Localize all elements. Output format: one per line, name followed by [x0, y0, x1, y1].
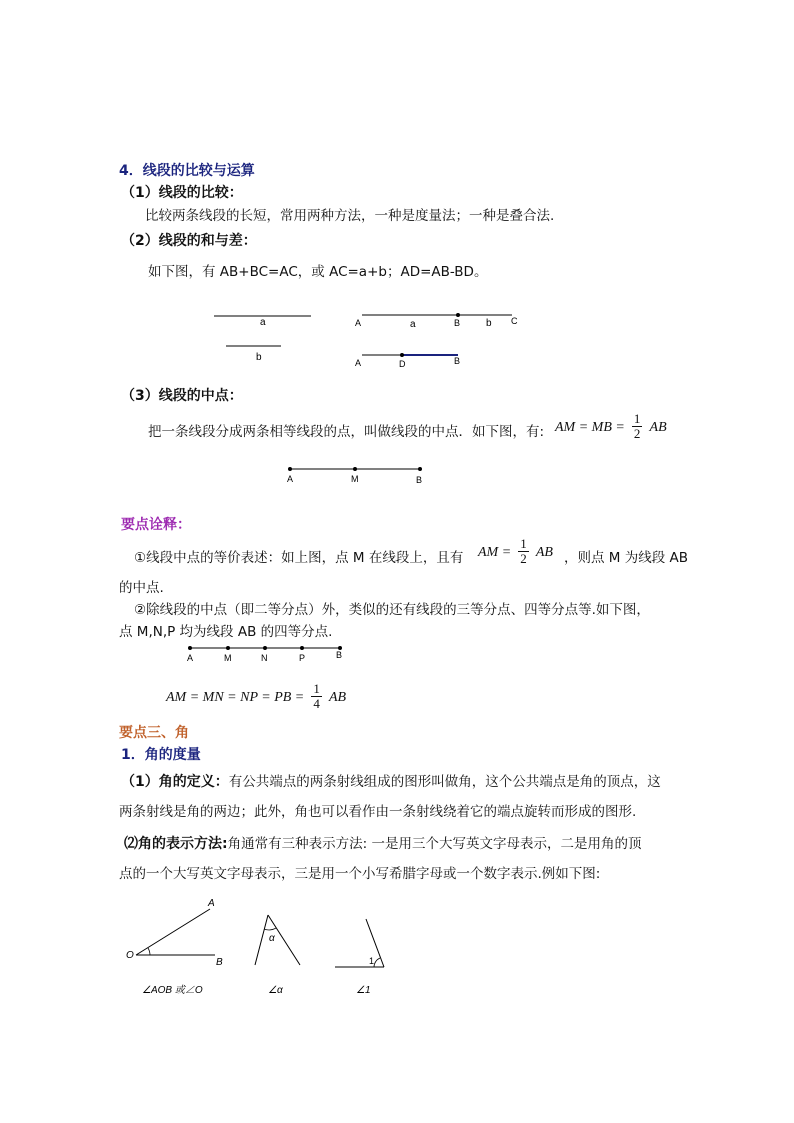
note-formula: AM = $\frac{1}{2}$ AB [478, 536, 553, 566]
paragraph: ⑵角的表示方法:角通常有三种表示方法: 一是用三个大写英文字母表示，二是用角的顶 [124, 836, 642, 852]
point-A: A [208, 898, 215, 909]
point-B: B [216, 957, 223, 968]
section-title: 4．线段的比较与运算 [119, 163, 255, 179]
label-alpha: α [269, 933, 275, 944]
quarter-formula: AM = MN = NP = PB = $\frac{1}{4}$ AB [166, 681, 347, 711]
section-title: 要点三、角 [119, 725, 189, 741]
fraction: $\frac{1}{2}$ [633, 411, 641, 441]
note-line: ②除线段的中点（即二等分点）外，类似的还有线段的三等分点、四等分点等.如下图， [134, 602, 650, 618]
point-P: P [299, 653, 306, 663]
midpoint-figure [280, 460, 440, 490]
point-B: B [454, 318, 461, 328]
paragraph: 点的一个大写英文字母表示，三是用一个小写希腊字母或一个数字表示.例如下图: [119, 866, 601, 882]
note-line: ，则点 M 为线段 AB [564, 550, 689, 566]
fraction: $\frac{1}{2}$ [520, 536, 527, 566]
point-B2: B [454, 356, 461, 366]
label-one: 1 [369, 956, 375, 966]
subsection-title: （1）线段的比较： [121, 185, 243, 201]
note-line: 的中点. [119, 580, 164, 596]
caption-alpha: ∠α [268, 985, 283, 996]
fraction: $\frac{1}{4}$ [313, 681, 320, 711]
point-A2: A [355, 358, 362, 368]
quarter-points-figure [180, 642, 355, 666]
caption-one: ∠1 [356, 985, 371, 996]
point-B: B [416, 475, 423, 485]
subsection-title: （2）线段的和与差： [121, 233, 257, 249]
point-M: M [351, 474, 359, 484]
point-O: O [126, 950, 134, 961]
point-B: B [336, 650, 343, 660]
paragraph: （1）角的定义：有公共端点的两条射线组成的图形叫做角，这个公共端点是角的顶点，这 [121, 774, 661, 790]
angle-notation-figure [120, 895, 400, 1000]
label-b: b [256, 352, 262, 363]
point-M: M [224, 653, 232, 663]
caption-aob: ∠AOB 或∠O [142, 985, 203, 996]
label-a: a [260, 317, 266, 328]
paragraph: 把一条线段分成两条相等线段的点，叫做线段的中点．如下图，有: [148, 424, 545, 440]
paragraph: 如下图，有 AB+BC=AC，或 AC=a+b；AD=AB-BD。 [148, 264, 488, 280]
note-title: 要点诠释： [121, 517, 191, 533]
midpoint-formula: AM = MB = $\frac{1}{2}$ AB [555, 411, 667, 441]
label-a2: a [410, 319, 416, 330]
point-D: D [399, 359, 406, 369]
paragraph: 比较两条线段的长短，常用两种方法，一种是度量法；一种是叠合法. [145, 208, 555, 224]
point-A: A [355, 318, 362, 328]
note-line: ①线段中点的等价表述：如上图，点 M 在线段上，且有 [134, 550, 464, 566]
segment-sum-figure [200, 305, 530, 370]
point-A: A [287, 474, 294, 484]
label-b2: b [486, 318, 492, 329]
subsection-title: （3）线段的中点： [121, 388, 243, 404]
point-A: A [187, 653, 194, 663]
paragraph: 两条射线是角的两边；此外，角也可以看作由一条射线绕着它的端点旋转而形成的图形. [119, 804, 637, 820]
note-line: 点 M,N,P 均为线段 AB 的四等分点. [119, 624, 333, 640]
subsection-title: 1．角的度量 [121, 747, 201, 763]
point-C: C [511, 316, 518, 326]
point-N: N [261, 653, 268, 663]
